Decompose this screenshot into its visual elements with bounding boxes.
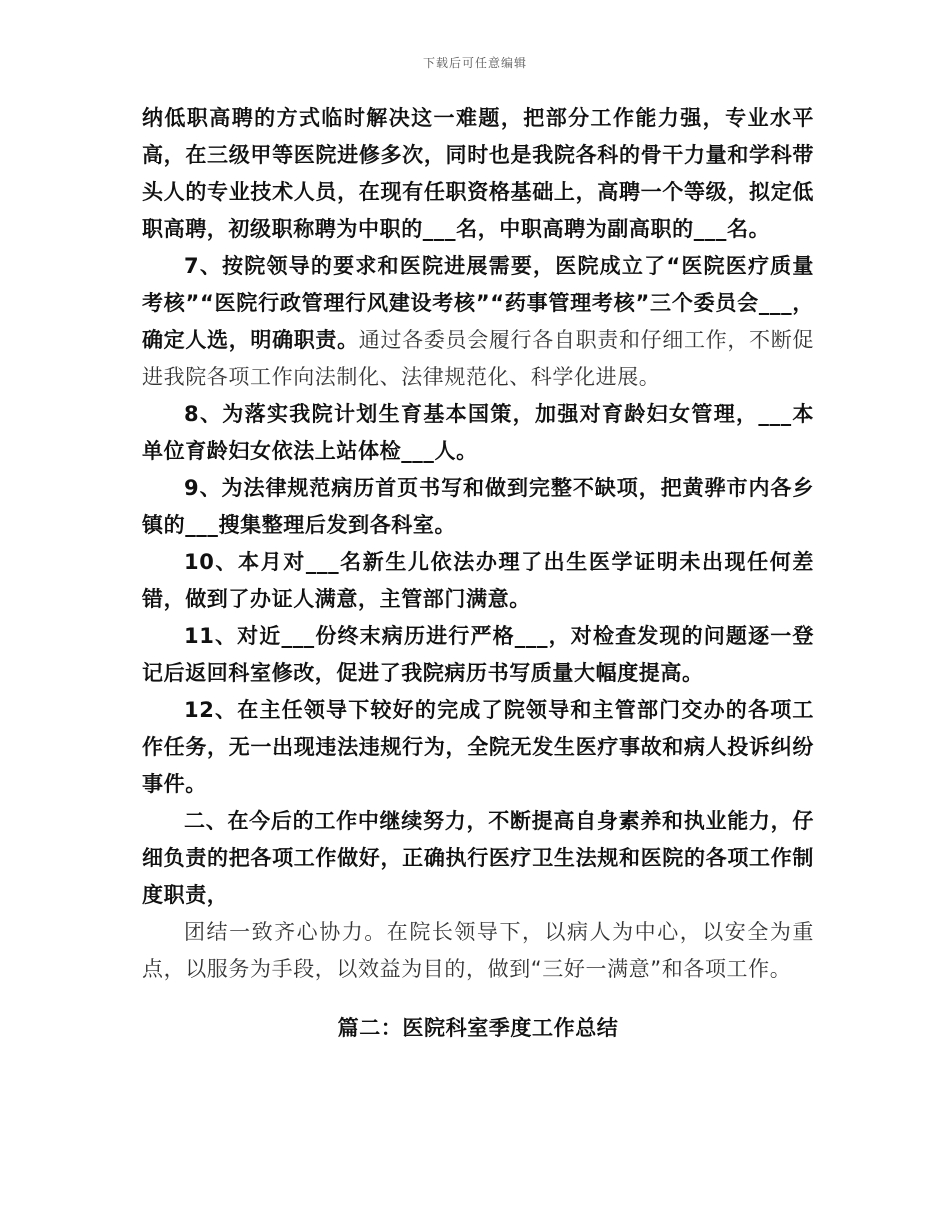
paragraph-text: 8、为落实我院计划生育基本国策，加强对育龄妇女管理，___本单位育龄妇女依法上站体检___人。: [142, 402, 814, 463]
paragraph-item-12: [142, 692, 814, 803]
paragraph-text: 11、对近___份终末病历进行严格___，对检查发现的问题逐一登记后返回科室修改，促进了我院病历书写质量大幅度提高。: [142, 624, 814, 685]
paragraph-item-7: [142, 248, 814, 396]
header-note: 下载后可任意编辑: [422, 56, 527, 70]
paragraph-text: 7、按院领导的要求和医院进展需要，医院成立了“医院医疗质量考核”“医院行政管理行风建设考核”“药事管理考核”三个委员会___，确定人选，明确职责。: [142, 254, 814, 352]
paragraph-text-continued: 通过各委员会履行各自职责和仔细工作，不断促进我院各项工作向法制化、法律规范化、科学化进展。: [142, 328, 814, 389]
paragraph-item-8: [142, 396, 814, 470]
paragraph-item-9: [142, 470, 814, 544]
paragraph-item-10: [142, 544, 814, 618]
paragraph-text: 二、在今后的工作中继续努力，不断提高自身素养和执业能力，仔细负责的把各项工作做好，正确执行医疗卫生法规和医院的各项工作制度职责，: [142, 809, 814, 907]
paragraph-section-two: [142, 803, 814, 914]
paragraph-text: 团结一致齐心协力。在院长领导下，以病人为中心，以安全为重点，以服务为手段，以效益为目的，做到“三好一满意”和各项工作。: [142, 920, 814, 981]
paragraph-closing: [142, 914, 814, 988]
section-heading: 篇二：医院科室季度工作总结: [337, 1016, 619, 1040]
paragraph-text: 12、在主任领导下较好的完成了院领导和主管部门交办的各项工作任务，无一出现违法违规行为，全院无发生医疗事故和病人投诉纠纷事件。: [142, 698, 814, 796]
paragraph-text: 10、本月对___名新生儿依法办理了出生医学证明未出现任何差错，做到了办证人满意，主管部门满意。: [142, 550, 814, 611]
document-body: [142, 100, 814, 1047]
paragraph-text: 9、为法律规范病历首页书写和做到完整不缺项，把黄骅市内各乡镇的___搜集整理后发到各科室。: [142, 476, 814, 537]
paragraph-item-11: [142, 618, 814, 692]
paragraph-text: 纳低职高聘的方式临时解决这一难题，把部分工作能力强，专业水平高，在三级甲等医院进修多次，同时也是我院各科的骨干力量和学科带头人的专业技术人员，在现有任职资格基础上，高聘一个等级，拟定低职高聘，初级职称聘为中职的___名，中职高聘为副高职的___名。: [142, 106, 814, 241]
paragraph-intro: [142, 100, 814, 248]
